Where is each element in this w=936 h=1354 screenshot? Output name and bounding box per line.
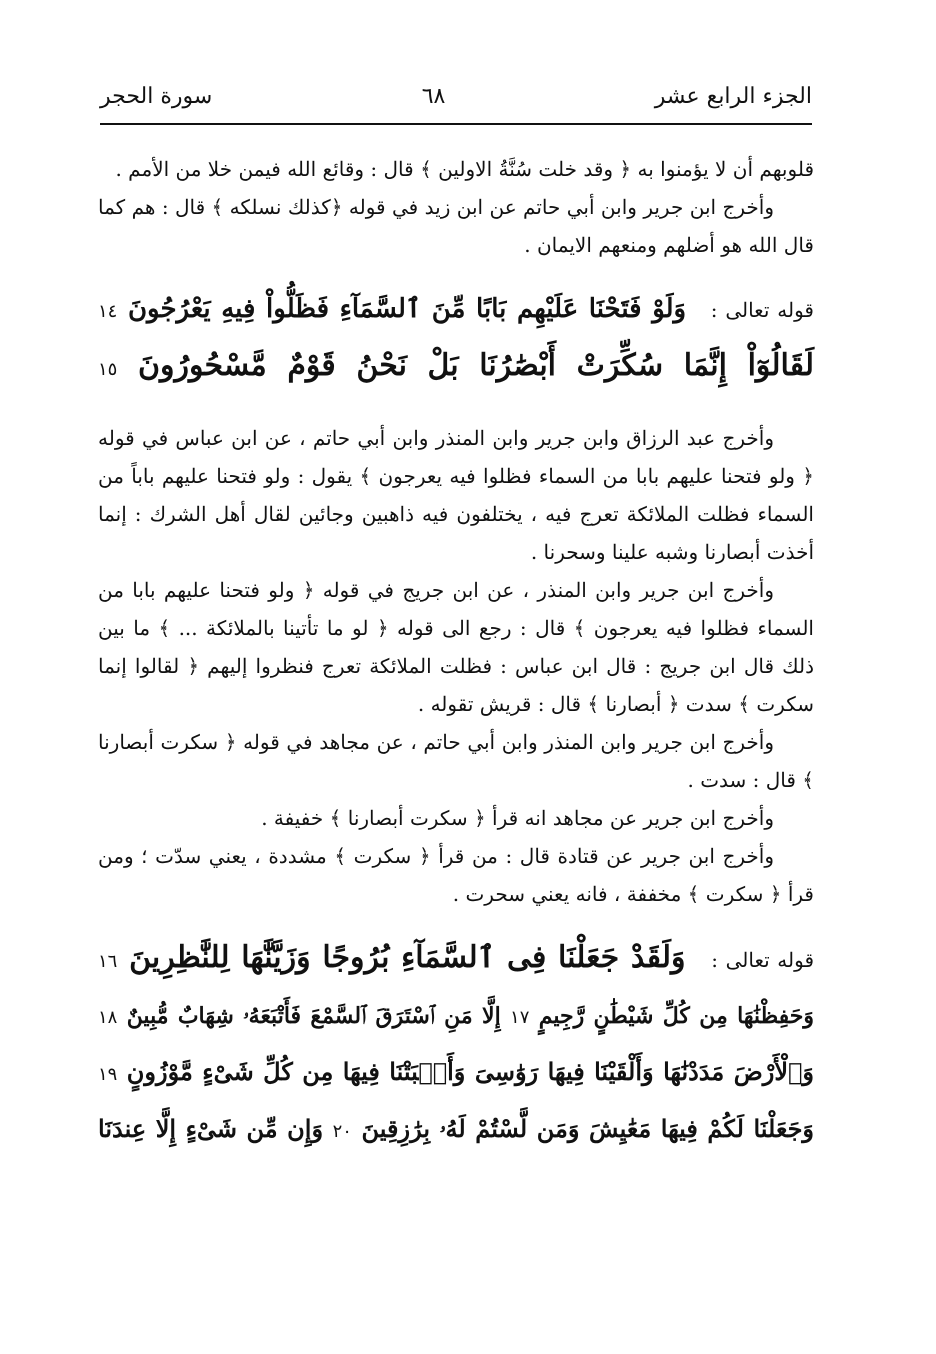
verse-text: وَٱلْأَرْضَ مَدَدْنَٰهَا وَأَلْقَيْنَا فِيهَا رَوَٰسِىَ وَأَنۢبَتْنَا فِيهَا مِن كُلِّ شَىْءٍ مَّوْزُونٍ xyxy=(126,1057,814,1086)
header-part-title: الجزء الرابع عشر xyxy=(654,83,812,109)
verse-intro: قوله تعالى : xyxy=(711,948,815,972)
paragraph-6: وأخرج ابن جرير عن مجاهد انه قرأ ﴿ سكرت أبصارنا ﴾ خفيفة . xyxy=(261,806,774,830)
paragraph-5: وأخرج ابن جرير وابن المنذر وابن أبي حاتم ، عن مجاهد في قوله ﴿ سكرت أبصارنا ﴾ قال : سدت . xyxy=(98,730,814,792)
verse-line xyxy=(98,931,814,989)
verse-line xyxy=(98,1102,814,1159)
paragraph-1: قلوبهم أن لا يؤمنوا به ﴿ وقد خلت سُنَّةُ الاولين ﴾ قال : وقائع الله فيمن خلا من الأمم . xyxy=(115,157,814,181)
verse-text: لَقَالُوٓاْ إِنَّمَا سُكِّرَتْ أَبْصَٰرُنَا بَلْ نَحْنُ قَوْمٌ مَّسْحُورُونَ xyxy=(137,348,814,383)
verse-text: وَلَقَدْ جَعَلْنَا فِى ٱلسَّمَآءِ بُرُوجًا وَزَيَّنَّٰهَا لِلنَّٰظِرِينَ xyxy=(129,940,686,975)
verse-text: وَلَوْ فَتَحْنَا عَلَيْهِم بَابًا مِّنَ ٱلسَّمَآءِ فَظَلُّواْ فِيهِ يَعْرُجُونَ xyxy=(127,294,687,324)
page-body xyxy=(98,150,814,1181)
page-number: ٦٨ xyxy=(421,83,446,109)
verse-number: ١٧ xyxy=(510,1007,530,1028)
verse-intro: قوله تعالى : xyxy=(710,298,814,322)
verse-text: إِلَّا مَنِ ٱسْتَرَقَ ٱلسَّمْعَ فَأَتْبَعَهُۥ شِهَابٌ مُّبِينٌ xyxy=(126,1003,501,1029)
verse-line xyxy=(98,1045,814,1102)
verse-line xyxy=(98,282,814,339)
quran-verse-block-1 xyxy=(98,282,814,397)
verse-number: ١٥ xyxy=(98,359,118,380)
paragraph-2: وأخرج ابن جرير وابن أبي حاتم عن ابن زيد في قوله ﴿كذلك نسلكه ﴾ قال : هم كما قال الله هو أضلهم ومنعهم الايمان . xyxy=(98,195,814,257)
quran-verse-block-2 xyxy=(98,931,814,1159)
verse-text: وَإِن مِّن شَىْءٍ إِلَّا عِندَنَا xyxy=(98,1114,324,1143)
verse-number: ١٤ xyxy=(98,301,118,322)
paragraph-7: وأخرج ابن جرير عن قتادة قال : من قرأ ﴿ سكرت ﴾ مشددة ، يعني سدّت ؛ ومن قرأ ﴿ سكرت ﴾ مخففة ، فانه يعني سحرت . xyxy=(98,844,814,906)
header-divider xyxy=(100,123,812,125)
verse-text: وَجَعَلْنَا لَكُمْ فِيهَا مَعَٰيِشَ وَمَن لَّسْتُمْ لَهُۥ بِرَٰزِقِينَ xyxy=(361,1114,814,1143)
verse-text: وَحَفِظْنَٰهَا مِن كُلِّ شَيْطَٰنٍ رَّجِيمٍ xyxy=(538,1003,814,1029)
header-surah-title: سورة الحجر xyxy=(100,83,213,109)
verse-number: ٢٠ xyxy=(332,1121,352,1142)
verse-line xyxy=(98,339,814,397)
verse-line xyxy=(98,989,814,1045)
page-header xyxy=(100,78,812,114)
paragraph-3: وأخرج عبد الرزاق وابن جرير وابن المنذر وابن أبي حاتم ، عن ابن عباس في قوله ﴿ ولو فتحنا عليهم بابا من السماء فظلوا فيه يعرجون ﴾ يقول : ولو فتحنا عليهم باباً من السماء فظلت الملائكة تعرج فيه ، يختلفون فيه ذاهبين وجائين لقال أهل الشرك : إنما أخذت أبصارنا وشبه علينا وسحرنا . xyxy=(98,426,814,564)
verse-number: ١٦ xyxy=(98,951,118,972)
verse-number: ١٨ xyxy=(98,1007,118,1028)
verse-number: ١٩ xyxy=(98,1064,118,1085)
paragraph-4: وأخرج ابن جرير وابن المنذر ، عن ابن جريج في قوله ﴿ ولو فتحنا عليهم بابا من السماء فظلوا فيه يعرجون ﴾ قال : رجع الى قوله ﴿ لو ما تأتينا بالملائكة ... ﴾ ما بين ذلك قال ابن جريج : قال ابن عباس : فظلت الملائكة تعرج فنظروا إليهم ﴿ لقالوا إنما سكرت ﴾ سدت ﴿ أبصارنا ﴾ قال : قريش تقوله . xyxy=(98,578,814,716)
